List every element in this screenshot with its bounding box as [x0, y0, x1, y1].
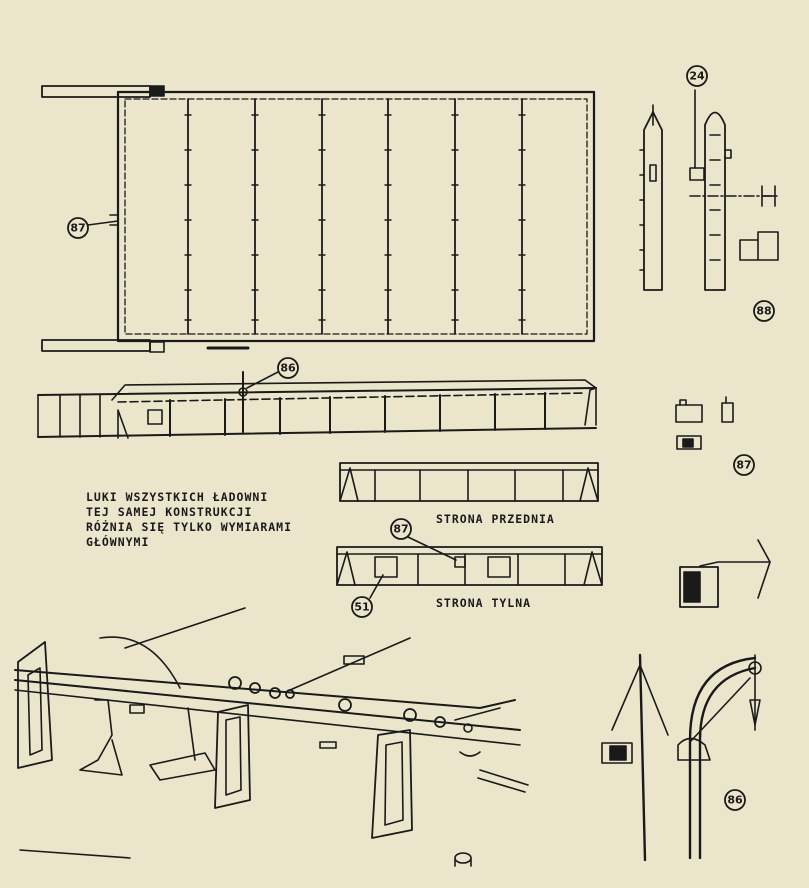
front-side-elevation — [340, 463, 598, 501]
callout-86-detail: 86 — [727, 793, 743, 807]
note-line-4: GŁÓWNYMI — [86, 535, 150, 549]
callout-87-detail: 87 — [736, 458, 752, 472]
callout-87-rear: 87 — [393, 522, 409, 536]
hatch-note — [86, 490, 292, 550]
callout-88: 88 — [756, 304, 772, 318]
label-front-side: STRONA PRZEDNIA — [436, 512, 555, 526]
detail-86 — [602, 655, 761, 860]
callout-51: 51 — [354, 600, 370, 614]
detail-88 — [640, 90, 780, 290]
note-line-3: RÓŻNIA SIĘ TYLKO WYMIARAMI — [86, 520, 293, 534]
note-line-1: LUKI WSZYSTKICH ŁADOWNI — [86, 490, 269, 504]
detail-87 — [676, 397, 733, 449]
callout-24: 24 — [689, 69, 705, 83]
perspective-view — [15, 608, 528, 866]
hatch-plan-view — [42, 86, 594, 352]
callout-87-plan: 87 — [70, 221, 86, 235]
label-rear-side: STRONA TYLNA — [436, 596, 532, 610]
hatch-side-elevation — [38, 372, 596, 438]
note-line-2: TEJ SAMEJ KONSTRUKCJI — [86, 505, 253, 519]
callout-86-elevation: 86 — [280, 361, 296, 375]
rear-side-elevation — [337, 537, 602, 598]
davit-detail — [680, 540, 770, 607]
callout-markers — [68, 66, 774, 810]
